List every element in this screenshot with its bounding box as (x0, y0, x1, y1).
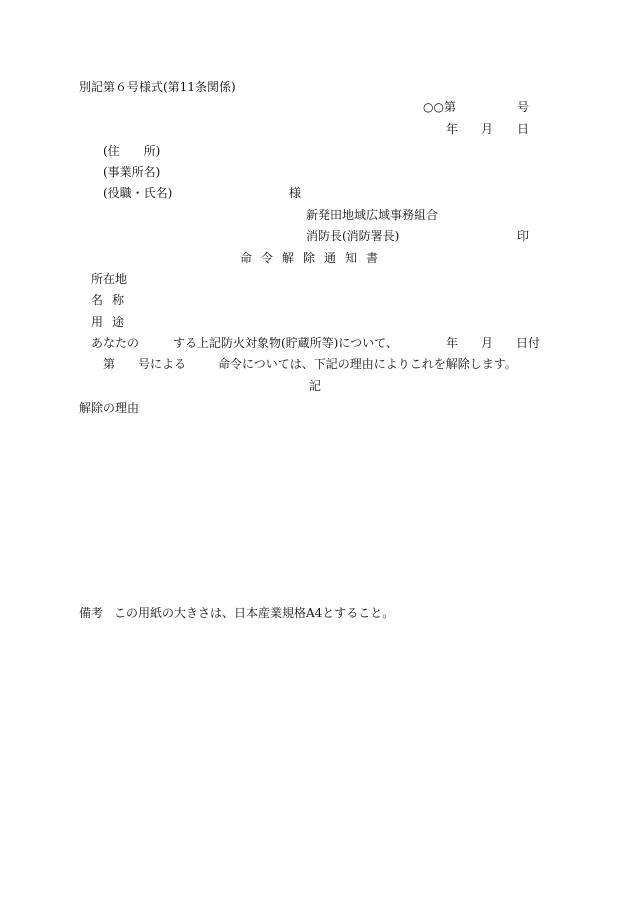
body-line2-go: 号による (138, 357, 187, 371)
remarks-text: この用紙の大きさは、日本産業規格A4とすること。 (114, 606, 395, 620)
remarks-label: 備考 (79, 606, 104, 620)
document-number-suffix: 号 (517, 100, 530, 114)
issuer-chief: 消防長(消防署長) (306, 229, 400, 243)
body-day-suffix: 日付 (516, 336, 541, 350)
document-number-prefix: ○○第 (423, 100, 456, 114)
issuer-seal: 印 (517, 229, 530, 243)
property-name-label: 名称 (91, 293, 134, 307)
recipient-title-name-label: (役職・氏名) (103, 186, 173, 200)
reason-label: 解除の理由 (79, 401, 140, 415)
body-line2-dai: 第 (103, 357, 116, 371)
date-month: 月 (481, 122, 494, 136)
recipient-office-label: (事業所名) (103, 165, 161, 179)
date-day: 日 (517, 122, 530, 136)
recipient-honorific: 様 (289, 186, 302, 200)
ki-marker: 記 (309, 379, 322, 393)
property-location-label: 所在地 (91, 272, 128, 286)
body-line1-mid: する上記防火対象物(貯蔵所等)について、 (173, 336, 398, 350)
property-usage-label: 用途 (91, 315, 134, 329)
body-line1-start: あなたの (91, 336, 140, 350)
recipient-address-label: (住 所) (103, 144, 161, 158)
body-year: 年 (446, 336, 459, 350)
body-month: 月 (481, 336, 494, 350)
form-style-label: 別記第６号様式(第11条関係) (79, 80, 236, 94)
body-line2-rest: 命令については、下記の理由によりこれを解除します。 (218, 357, 517, 371)
document-title: 命令解除通知書 (240, 251, 388, 265)
issuer-organization: 新発田地域広域事務組合 (306, 208, 439, 222)
date-year: 年 (446, 122, 459, 136)
